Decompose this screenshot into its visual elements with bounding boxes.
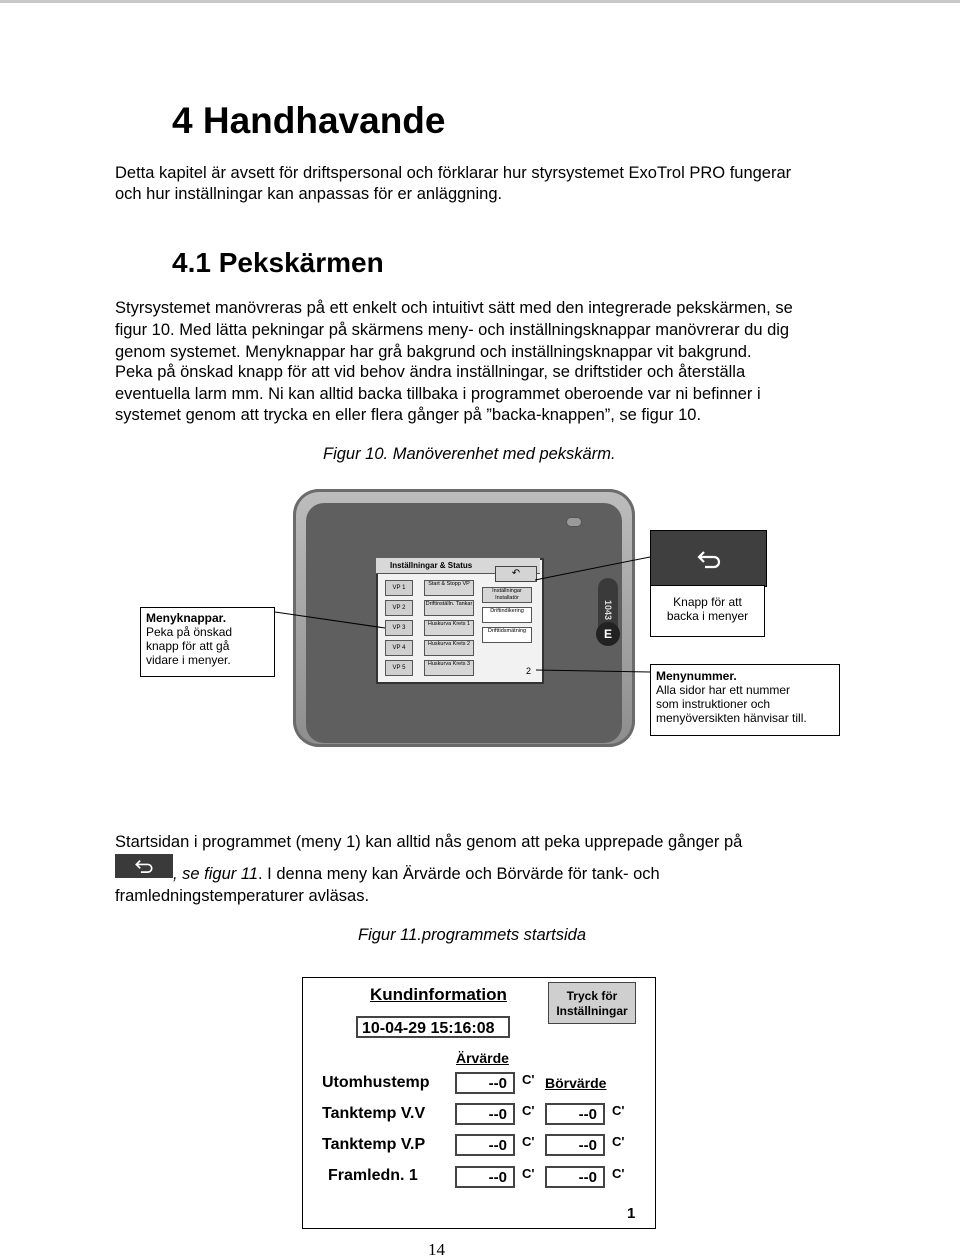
callout-back-button xyxy=(650,585,765,637)
unit-label: C' xyxy=(522,1166,535,1181)
column-header-actual: Ärvärde xyxy=(456,1050,509,1066)
screen-title: Inställningar & Status xyxy=(376,558,540,574)
screen-menu-number: 1 xyxy=(627,1205,636,1222)
figure11-caption: Figur 11.programmets startsida xyxy=(358,926,587,944)
screen-title: Kundinformation xyxy=(370,985,507,1004)
vp-button[interactable]: VP 5 xyxy=(385,660,413,676)
set-value[interactable]: --0 xyxy=(545,1103,605,1125)
callout-title: Menyknappar. xyxy=(146,611,227,625)
para2-line-1: Startsidan i programmet (meny 1) kan alltid nås genom att peka upprepade gånger på xyxy=(115,833,743,851)
callout-line: som instruktioner och xyxy=(656,697,771,711)
model-badge: 1043 xyxy=(598,578,618,642)
callout-line: Knapp för att xyxy=(673,595,742,609)
section-line-3: genom systemet. Menyknappar har grå bakgrund och inställningsknappar vit bakgrund. xyxy=(115,343,752,361)
para2-line-2 xyxy=(173,864,660,886)
callout-menu-number xyxy=(650,664,840,736)
actual-value: --0 xyxy=(455,1103,515,1125)
model-badge-letter: E xyxy=(596,622,620,646)
callout-line: vidare i menyer. xyxy=(146,653,231,667)
section-heading: 4.1 Pekskärmen xyxy=(172,247,384,278)
screen-menu-number: 2 xyxy=(526,666,532,676)
section-line-6: systemet genom att trycka en eller flera gånger på ”backa-knappen”, se figur 10. xyxy=(115,406,702,424)
set-value[interactable]: --0 xyxy=(545,1166,605,1188)
unit-label: C' xyxy=(522,1072,535,1087)
menu-button-start-stop[interactable]: Start & Stopp VP xyxy=(424,580,474,596)
unit-label: C' xyxy=(522,1134,535,1149)
vp-button[interactable]: VP 3 xyxy=(385,620,413,636)
column-header-set: Börvärde xyxy=(545,1075,607,1091)
section-line-5: eventuella larm mm. Ni kan alltid backa tillbaka i programmet oberoende var ni befinner i xyxy=(115,385,761,403)
unit-label: C' xyxy=(612,1166,625,1181)
set-value[interactable]: --0 xyxy=(545,1134,605,1156)
intro-line-2: och hur inställningar kan anpassas för er anläggning. xyxy=(115,185,503,203)
actual-value: --0 xyxy=(455,1134,515,1156)
figure-reference: , se figur 11 xyxy=(173,865,258,883)
callout-line: backa i menyer xyxy=(666,609,749,623)
vp-button[interactable]: VP 1 xyxy=(385,580,413,596)
actual-value: --0 xyxy=(455,1166,515,1188)
page-number: 14 xyxy=(428,1240,445,1259)
inline-back-button xyxy=(115,854,173,878)
menu-button-installer[interactable]: Inställningar Installatör xyxy=(482,587,532,603)
section-line-1: Styrsystemet manövreras på ett enkelt och intuitivt sätt med den integrerade pekskärmen, se xyxy=(115,299,793,317)
settings-button-line: Tryck för xyxy=(566,989,618,1003)
section-line-2: figur 10. Med lätta pekningar på skärmens meny- och inställningsknappar manövrerar du dig xyxy=(115,321,790,339)
callout-title: Menynummer. xyxy=(656,669,737,683)
setting-button-drifttid[interactable]: Drifttidsmätning xyxy=(482,627,532,643)
intro-line-1: Detta kapitel är avsett för driftspersonal och förklarar hur styrsystemet ExoTrol PRO fungerar xyxy=(115,164,792,182)
row-label: Tanktemp V.V xyxy=(322,1105,426,1122)
callout-line: Alla sidor har ett nummer xyxy=(656,683,791,697)
chapter-heading: 4 Handhavande xyxy=(172,100,446,141)
back-arrow-icon: ↶ xyxy=(511,568,521,579)
callout-line: menyöversikten hänvisar till. xyxy=(656,711,807,725)
row-label: Framledn. 1 xyxy=(328,1167,418,1184)
row-label: Utomhustemp xyxy=(322,1074,430,1091)
menu-button-krets2[interactable]: Huskurva Krets 2 xyxy=(424,640,474,656)
para2-line-2-text: . I denna meny kan Ärvärde och Börvärde för tank- och xyxy=(258,865,660,883)
actual-value: --0 xyxy=(455,1072,515,1094)
settings-button-line: Inställningar xyxy=(556,1004,628,1018)
callout-menu-buttons xyxy=(140,607,275,677)
callout-line: knapp för att gå xyxy=(146,639,230,653)
unit-label: C' xyxy=(612,1103,625,1118)
vp-button[interactable]: VP 4 xyxy=(385,640,413,656)
setting-button-driftindikering[interactable]: Driftindikering xyxy=(482,607,532,623)
vp-button[interactable]: VP 2 xyxy=(385,600,413,616)
unit-label: C' xyxy=(522,1103,535,1118)
section-line-4: Peka på önskad knapp för att vid behov ändra inställningar, se driftstider och återställa xyxy=(115,363,746,381)
menu-button-krets3[interactable]: Huskurva Krets 3 xyxy=(424,660,474,676)
back-arrow-icon xyxy=(696,549,722,569)
row-label: Tanktemp V.P xyxy=(322,1136,426,1153)
back-arrow-icon xyxy=(134,858,154,874)
figure10-caption: Figur 10. Manöverenhet med pekskärm. xyxy=(323,445,616,463)
back-button-zoom xyxy=(650,530,767,587)
datetime-display: 10-04-29 15:16:08 xyxy=(356,1016,510,1038)
callout-line: Peka på önskad xyxy=(146,625,233,639)
settings-button[interactable] xyxy=(548,982,636,1024)
menu-button-tanks[interactable]: Driftinställn. Tankar xyxy=(424,600,474,616)
menu-button-krets1[interactable]: Huskurva Krets 1 xyxy=(424,620,474,636)
para2-line-3: framledningstemperaturer avläsas. xyxy=(115,887,370,905)
unit-label: C' xyxy=(612,1134,625,1149)
